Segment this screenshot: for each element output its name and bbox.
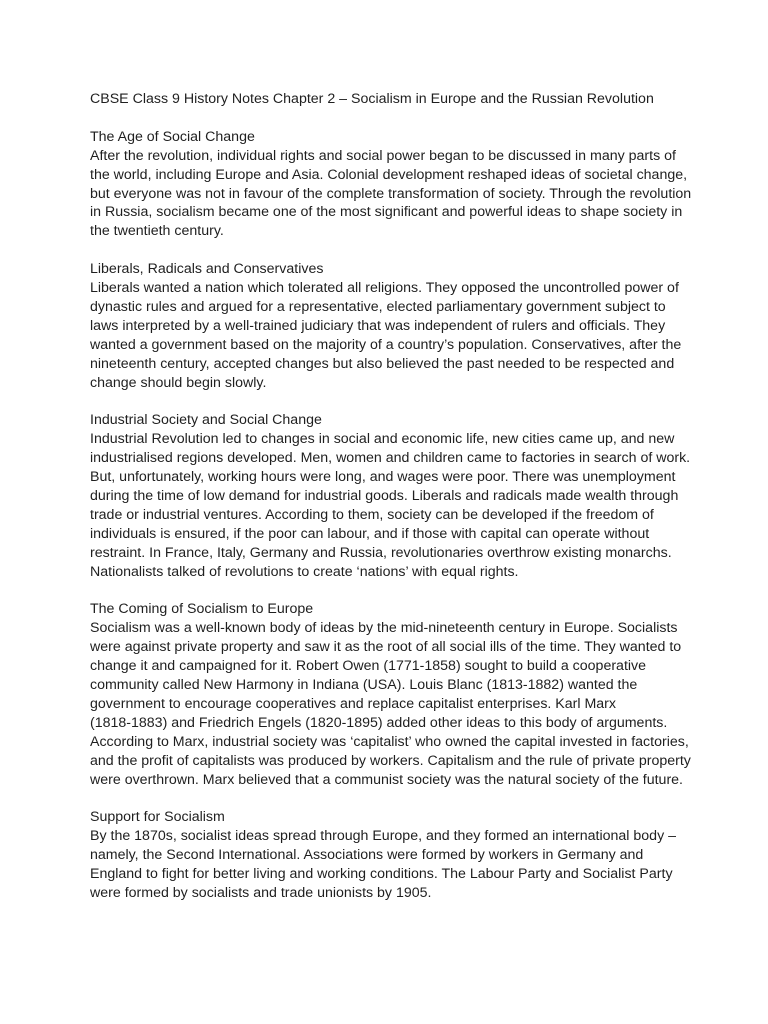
text-line: But, unfortunately, working hours were long, and wages were poor. There was unemployment <box>90 469 676 486</box>
text-line: government to encourage cooperatives and replace capitalist enterprises. Karl Marx <box>90 695 617 712</box>
text-line: change it and campaigned for it. Robert Owen (1771-1858) sought to build a cooperative <box>90 658 647 675</box>
section-industrial-society <box>90 411 690 581</box>
section-coming-of-socialism <box>90 600 690 789</box>
text-line: restraint. In France, Italy, Germany and Russia, revolutionaries overthrow existing monarchs. <box>90 544 672 561</box>
text-line: Nationalists talked of revolutions to create ‘nations’ with equal rights. <box>90 563 519 580</box>
text-line: nineteenth century, accepted changes but also believed the past needed to be respected and <box>90 355 675 372</box>
section-paragraph <box>90 619 690 789</box>
text-line: community called New Harmony in Indiana (USA). Louis Blanc (1813-1882) wanted the <box>90 677 638 694</box>
section-paragraph <box>90 279 690 392</box>
section-heading: The Age of Social Change <box>90 128 255 145</box>
text-line: wanted a government based on the majority of a country’s population. Conservatives, after the <box>90 336 682 353</box>
section-paragraph <box>90 147 690 242</box>
section-paragraph <box>90 430 690 581</box>
text-line: trade or industrial ventures. According to them, society can be developed if the freedom of <box>90 506 654 523</box>
section-heading: Liberals, Radicals and Conservatives <box>90 261 324 278</box>
text-line: industrialised regions developed. Men, women and children came to factories in search of work. <box>90 450 691 467</box>
text-line: namely, the Second International. Associations were formed by workers in Germany and <box>90 847 644 864</box>
text-line: the world, including Europe and Asia. Colonial development reshaped ideas of societal change, <box>90 166 688 183</box>
text-line: Socialism was a well-known body of ideas by the mid-nineteenth century in Europe. Socialists <box>90 620 678 637</box>
text-line: By the 1870s, socialist ideas spread through Europe, and they formed an international body – <box>90 828 677 845</box>
text-line: According to Marx, industrial society was ‘capitalist’ who owned the capital invested in factories, <box>90 733 689 750</box>
text-line: individuals is ensured, if the poor can labour, and if those with capital can operate without <box>90 525 650 542</box>
text-line: (1818-1883) and Friedrich Engels (1820-1895) added other ideas to this body of arguments. <box>90 714 668 731</box>
section-heading: Industrial Society and Social Change <box>90 412 322 429</box>
text-line: were against private property and saw it as the root of all social ills of the time. They wanted to <box>90 639 682 656</box>
section-age-of-social-change <box>90 128 690 241</box>
section-heading: The Coming of Socialism to Europe <box>90 601 314 618</box>
text-line: change should begin slowly. <box>90 374 267 391</box>
text-line: After the revolution, individual rights and social power began to be discussed in many parts of <box>90 147 676 164</box>
text-line: dynastic rules and argued for a representative, elected parliamentary government subject to <box>90 298 666 315</box>
section-heading: Support for Socialism <box>90 809 225 826</box>
text-line: the twentieth century. <box>90 223 224 240</box>
text-line: during the time of low demand for industrial goods. Liberals and radicals made wealth through <box>90 487 679 504</box>
text-line: and the profit of capitalists was produced by workers. Capitalism and the rule of private property <box>90 752 691 769</box>
text-line: but everyone was not in favour of the complete transformation of society. Through the revolution <box>90 185 692 202</box>
text-line: Industrial Revolution led to changes in social and economic life, new cities came up, and new <box>90 431 675 448</box>
text-line: laws interpreted by a well-trained judiciary that was independent of rulers and officials. They <box>90 317 666 334</box>
text-line: England to fight for better living and working conditions. The Labour Party and Socialist Party <box>90 866 673 883</box>
document-title: CBSE Class 9 History Notes Chapter 2 – Socialism in Europe and the Russian Revolution <box>90 91 654 107</box>
text-line: Liberals wanted a nation which tolerated all religions. They opposed the uncontrolled power of <box>90 280 679 297</box>
text-line: in Russia, socialism became one of the most significant and powerful ideas to shape society in <box>90 204 683 221</box>
text-line: were formed by socialists and trade unionists by 1905. <box>90 884 432 901</box>
section-support-for-socialism <box>90 808 690 903</box>
section-liberals-radicals-conservatives <box>90 260 690 392</box>
section-paragraph <box>90 827 690 903</box>
text-line: were overthrown. Marx believed that a communist society was the natural society of the future. <box>90 771 684 788</box>
document-body <box>90 90 690 922</box>
